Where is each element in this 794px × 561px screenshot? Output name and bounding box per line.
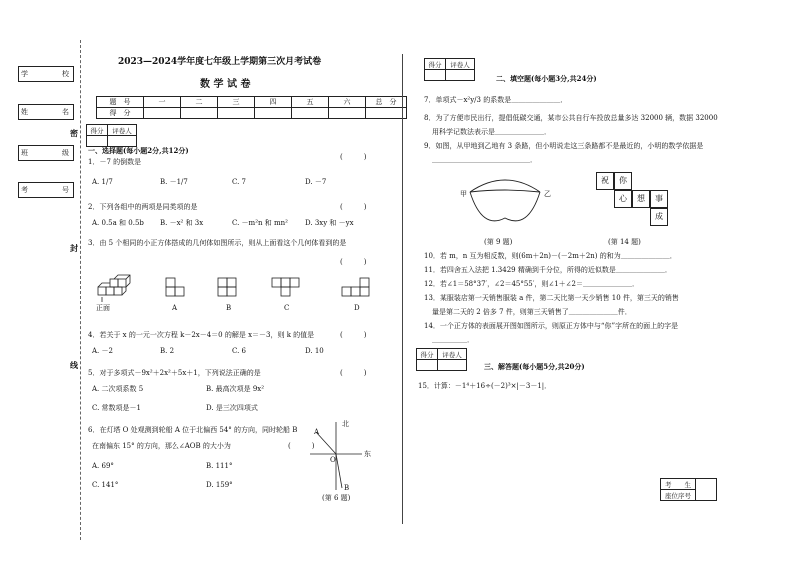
q6-point-a: A	[314, 428, 320, 436]
q6-point-b: B	[344, 484, 350, 492]
net-cell-ni: 你	[614, 172, 632, 190]
q4-answer-paren[interactable]: ( )	[340, 331, 367, 339]
grader-score-label: 得分	[425, 59, 446, 70]
q3-stem: 3．由 5 个相同的小正方体搭成的几何体如图所示，则从上面看这个几何体看到的是	[88, 239, 347, 247]
q4-option-a[interactable]: A. －2	[92, 347, 113, 355]
q6-option-d[interactable]: D. 159°	[206, 481, 233, 489]
seat-label-1: 考 生	[661, 479, 696, 490]
score-cell[interactable]	[255, 108, 292, 119]
score-header-5: 五	[292, 97, 329, 108]
q5-answer-paren[interactable]: ( )	[340, 369, 367, 377]
score-header-label: 题 号	[97, 97, 144, 108]
q5-option-c[interactable]: C. 常数项是－1	[92, 404, 142, 412]
seal-char-feng: 封	[70, 243, 78, 253]
q3-view-d[interactable]	[340, 276, 374, 298]
q7-text[interactable]: 7．单项式－x²y/3 的系数是＿＿＿＿＿＿＿．	[424, 96, 568, 104]
net-cell-xiang: 想	[632, 190, 650, 208]
q2-answer-paren[interactable]: ( )	[340, 203, 367, 211]
grader-box-sec1	[86, 124, 137, 147]
q4-option-d[interactable]: D. 10	[305, 347, 324, 355]
q1-option-c[interactable]: C. 7	[232, 178, 247, 186]
q6-figure-caption: (第 6 题)	[322, 494, 351, 502]
grader-score-cell[interactable]	[87, 136, 108, 147]
score-header-total: 总 分	[366, 97, 407, 108]
score-cell[interactable]	[292, 108, 329, 119]
q2-stem: 2．下列各组中的两项是同类项的是	[88, 203, 198, 211]
q4-option-b[interactable]: B. 2	[160, 347, 175, 355]
q6-stem-line1: 6．在灯塔 O 处观测到轮船 A 位于北偏西 54° 的方向，同时轮船 B	[88, 426, 298, 434]
section-1-heading: 一、选择题(每小题2分,共12分)	[88, 146, 189, 155]
q1-option-d[interactable]: D. －7	[305, 178, 327, 186]
seat-number-box	[660, 478, 717, 501]
grader-score-label: 得分	[87, 125, 108, 136]
q1-option-b[interactable]: B. －1/7	[160, 178, 188, 186]
q5-stem: 5．对于多项式－9x²＋2x²＋5x＋1，下列说法正确的是	[88, 369, 261, 377]
q15-answer-area[interactable]	[418, 396, 718, 476]
q6-east-label: 东	[364, 450, 371, 458]
score-header-1: 一	[144, 97, 181, 108]
grader-box-sec3	[416, 348, 467, 371]
fig9-paths-diagram	[460, 170, 550, 232]
q10-text[interactable]: 10．若 m，n 互为相反数，则(6m＋2n)－(－2m＋2n) 的和为＿＿＿＿＿＿＿．	[424, 252, 677, 260]
q6-answer-paren[interactable]: ( )	[288, 442, 315, 450]
seal-line	[80, 40, 81, 540]
seat-label-2: 座位序号	[661, 490, 696, 501]
q3-option-a[interactable]: A	[172, 304, 178, 312]
score-row-label: 得 分	[97, 108, 144, 119]
fig9-caption: (第 9 题)	[484, 238, 513, 246]
q3-option-c[interactable]: C	[284, 304, 290, 312]
fig9-label-yi: 乙	[544, 190, 551, 198]
q11-text[interactable]: 11．若四舍五入法把 1.3429 精确到千分位，所得的近似数是＿＿＿＿＿＿＿．	[424, 266, 672, 274]
q14-text-line1: 14．一个正方体的表面展开图如图所示，则原正方体中与“你”字所在的面上的字是	[424, 322, 679, 330]
q14-blank[interactable]: ＿＿＿＿＿．	[432, 336, 474, 344]
name-field[interactable]: 姓 名	[18, 104, 74, 120]
fig14-caption: (第 14 题)	[608, 238, 641, 246]
grader-label: 评卷人	[446, 59, 475, 70]
q5-option-a[interactable]: A. 二次项系数 5	[92, 385, 144, 393]
net-cell-shi: 事	[650, 190, 668, 208]
q2-option-c[interactable]: C. －m²n 和 mn²	[232, 219, 288, 227]
q4-option-c[interactable]: C. 6	[232, 347, 247, 355]
q13-text-line1: 13．某服装店第一天销售服装 a 件，第二天比第一天少销售 10 件，第三天的销售	[424, 294, 679, 302]
exam-title: 2023—2024学年度七年级上学期第三次月考试卷	[118, 57, 322, 67]
grader-score-cell[interactable]	[417, 360, 438, 371]
page-divider	[402, 54, 403, 524]
q6-option-c[interactable]: C. 141°	[92, 481, 119, 489]
score-cell[interactable]	[366, 108, 407, 119]
q4-stem: 4．若关于 x 的一元一次方程 k－2x－4＝0 的解是 x＝－3，则 k 的值是	[88, 331, 315, 339]
grader-name-cell[interactable]	[438, 360, 467, 371]
q2-option-d[interactable]: D. 3xy 和 －yx	[305, 219, 354, 227]
exam-number-field[interactable]: 考 号	[18, 182, 74, 198]
seal-char-mi: 密	[70, 128, 78, 138]
q1-stem: 1．－7 的倒数是	[88, 158, 142, 166]
q12-text[interactable]: 12．若∠1＝58°37′，∠2＝45°55′，则∠1＋∠2＝＿＿＿＿＿＿＿．	[424, 280, 639, 288]
score-header-4: 四	[255, 97, 292, 108]
q3-view-a[interactable]	[164, 276, 190, 298]
q3-option-d[interactable]: D	[354, 304, 360, 312]
grader-box-sec2	[424, 58, 475, 81]
q3-solid-figure	[96, 273, 136, 303]
q15-text: 15．计算：－1⁴＋16÷(－2)³×|－3－1|．	[418, 382, 552, 390]
score-cell[interactable]	[218, 108, 255, 119]
score-cell[interactable]	[181, 108, 218, 119]
q3-view-c[interactable]	[270, 276, 304, 298]
q8-text-line1: 8．为了方便市民出行，提倡低碳交通，某市公共自行车投放总量多达 32000 辆，数据 32000	[424, 114, 718, 122]
seal-char-xian: 线	[70, 360, 78, 370]
q6-north-label: 北	[342, 420, 349, 428]
net-cell-xin: 心	[614, 190, 632, 208]
q1-answer-paren[interactable]: ( )	[340, 153, 367, 161]
net-cell-zhu: 祝	[596, 172, 614, 190]
score-header-3: 三	[218, 97, 255, 108]
q3-front-label: 正面	[96, 304, 110, 312]
grader-label: 评卷人	[438, 349, 467, 360]
q2-option-b[interactable]: B. －x² 和 3x	[160, 219, 204, 227]
q6-option-b[interactable]: B. 111°	[206, 462, 233, 470]
score-header-2: 二	[181, 97, 218, 108]
grader-label: 评卷人	[108, 125, 137, 136]
q1-option-a[interactable]: A. 1/7	[92, 178, 113, 186]
q6-stem-line2: 在南偏东 15° 的方向，那么∠AOB 的大小为	[92, 442, 231, 450]
net-cell-cheng: 成	[650, 208, 668, 226]
q3-view-b[interactable]	[216, 276, 242, 298]
q6-point-o: O	[330, 456, 336, 464]
q8-text-line2[interactable]: 用科学记数法表示是＿＿＿＿＿＿＿．	[432, 128, 551, 136]
school-field[interactable]: 学 校	[18, 66, 74, 82]
q9-text: 9．如图，从甲地到乙地有 3 条路，但小明说走这三条路都不是最近的，小明的数学依据是	[424, 142, 704, 150]
q5-option-b[interactable]: B. 最高次项是 9x²	[206, 385, 265, 393]
score-cell[interactable]	[144, 108, 181, 119]
score-header-6: 六	[329, 97, 366, 108]
q3-option-b[interactable]: B	[226, 304, 232, 312]
grader-score-cell[interactable]	[425, 70, 446, 81]
grader-name-cell[interactable]	[446, 70, 475, 81]
class-field[interactable]: 班 级	[18, 145, 74, 161]
grader-score-label: 得分	[417, 349, 438, 360]
q6-option-a[interactable]: A. 69°	[92, 462, 114, 470]
q3-answer-paren[interactable]: ( )	[340, 258, 367, 266]
q9-blank[interactable]: ＿＿＿＿＿＿＿＿＿＿＿＿＿＿．	[432, 156, 537, 164]
section-2-heading: 二、填空题(每小题3分,共24分)	[496, 74, 597, 83]
q2-option-a[interactable]: A. 0.5a 和 0.5b	[92, 219, 144, 227]
section-3-heading: 三、解答题(每小题5分,共20分)	[484, 362, 585, 371]
seat-number-cell[interactable]	[696, 479, 717, 501]
score-cell[interactable]	[329, 108, 366, 119]
q13-text-line2[interactable]: 量是第二天的 2 倍多 7 件，则第三天销售了＿＿＿＿＿＿＿件．	[432, 308, 632, 316]
q5-option-d[interactable]: D. 是三次四项式	[206, 404, 258, 412]
fig9-label-jia: 甲	[460, 190, 467, 198]
grader-name-cell[interactable]	[108, 136, 137, 147]
exam-subtitle: 数 学 试 卷	[200, 79, 251, 90]
score-table	[96, 96, 407, 119]
